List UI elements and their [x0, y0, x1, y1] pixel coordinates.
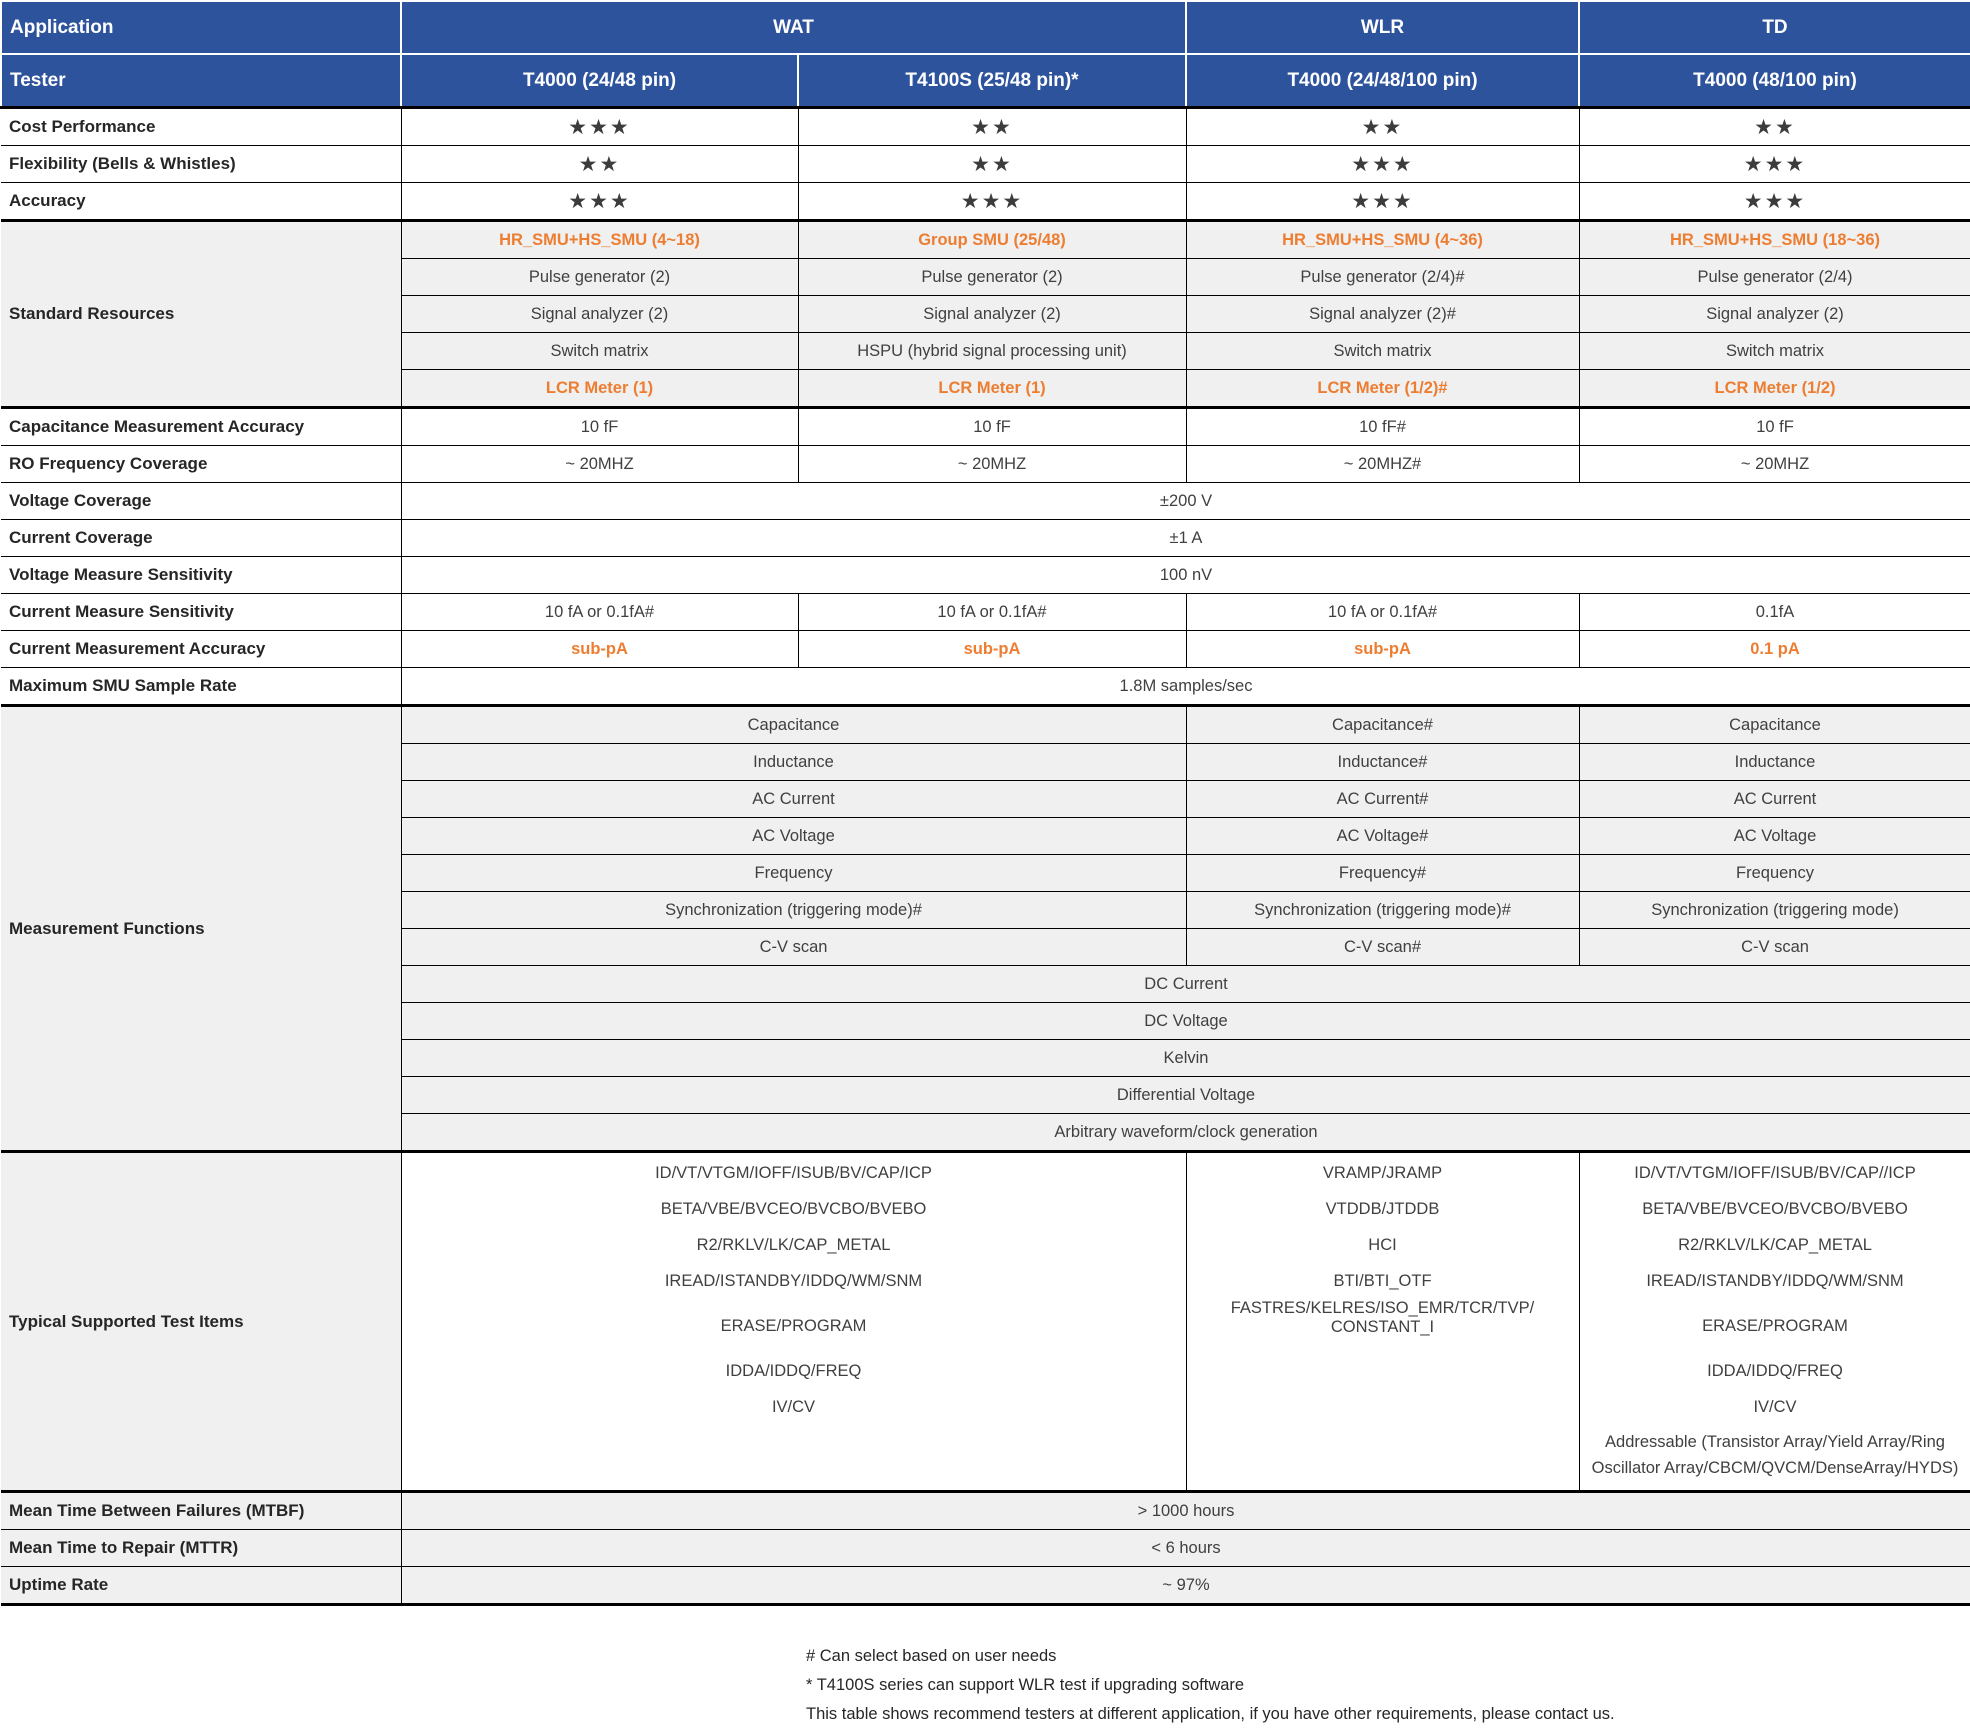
function-cell: Inductance [401, 744, 1186, 781]
resource-cell: Signal analyzer (2) [401, 296, 798, 333]
function-cell: Synchronization (triggering mode) [1579, 892, 1970, 929]
rating-stars: ★★★ [798, 183, 1186, 221]
row-label-current-measurement-accuracy: Current Measurement Accuracy [1, 631, 401, 668]
tester-header-wat-t4100s: T4100S (25/48 pin)* [798, 54, 1186, 108]
resource-cell: Pulse generator (2) [798, 259, 1186, 296]
test-item: FASTRES/KELRES/ISO_EMR/TCR/TVP/ CONSTANT_I [1230, 1299, 1535, 1336]
function-cell: AC Current# [1186, 781, 1579, 818]
spec-cell: 0.1fA [1579, 594, 1970, 631]
row-label-test-items: Typical Supported Test Items [1, 1152, 401, 1492]
row-voltage-sensitivity [1, 557, 1970, 594]
footnotes [806, 1642, 1970, 1729]
spec-cell: sub-pA [798, 631, 1186, 668]
resource-cell: Signal analyzer (2)# [1186, 296, 1579, 333]
test-item: R2/RKLV/LK/CAP_METAL [696, 1235, 891, 1254]
function-cell: AC Current [1579, 781, 1970, 818]
row-standard-resources-smu [1, 221, 1970, 259]
resource-cell: LCR Meter (1/2)# [1186, 370, 1579, 408]
function-cell: Inductance# [1186, 744, 1579, 781]
application-header-label: Application [1, 1, 401, 54]
test-items-wat-cell [401, 1152, 1186, 1492]
footnote-contact: This table shows recommend testers at different application, if you have other requirements, please contact us. [806, 1705, 1615, 1723]
function-cell: AC Current [401, 781, 1186, 818]
row-label-smu-sample-rate: Maximum SMU Sample Rate [1, 668, 401, 706]
test-item: IDDA/IDDQ/FREQ [725, 1361, 862, 1380]
spec-cell: ~ 20MHZ [1579, 446, 1970, 483]
row-label-standard-resources: Standard Resources [1, 221, 401, 408]
resource-cell: Switch matrix [1186, 333, 1579, 370]
row-label-voltage-sensitivity: Voltage Measure Sensitivity [1, 557, 401, 594]
row-ro-frequency [1, 446, 1970, 483]
row-label-flexibility: Flexibility (Bells & Whistles) [1, 146, 401, 183]
function-cell: C-V scan [401, 929, 1186, 966]
function-cell: Frequency# [1186, 855, 1579, 892]
resource-cell: HSPU (hybrid signal processing unit) [798, 333, 1186, 370]
resource-cell: Switch matrix [1579, 333, 1970, 370]
test-item: IV/CV [1753, 1397, 1797, 1416]
test-item: IREAD/ISTANDBY/IDDQ/WM/SNM [664, 1271, 923, 1290]
row-accuracy [1, 183, 1970, 221]
row-label-cost-performance: Cost Performance [1, 108, 401, 146]
test-item: ERASE/PROGRAM [720, 1316, 867, 1335]
test-items-td-cell [1579, 1152, 1970, 1492]
row-mf-capacitance [1, 706, 1970, 744]
row-current-measurement-accuracy [1, 631, 1970, 668]
row-label-uptime: Uptime Rate [1, 1567, 401, 1605]
group-header-wat: WAT [401, 1, 1186, 54]
row-current-sensitivity [1, 594, 1970, 631]
function-cell: Capacitance# [1186, 706, 1579, 744]
rating-stars: ★★★ [1186, 183, 1579, 221]
test-item: R2/RKLV/LK/CAP_METAL [1678, 1235, 1872, 1254]
reliability-value: ~ 97% [401, 1567, 1970, 1605]
footnote-t4100s-wlr: * T4100S series can support WLR test if upgrading software [806, 1676, 1245, 1694]
test-item: ID/VT/VTGM/IOFF/ISUB/BV/CAP/ICP [655, 1163, 932, 1182]
function-span-cell: Arbitrary waveform/clock generation [401, 1114, 1970, 1152]
function-span-cell: DC Current [401, 966, 1970, 1003]
function-cell: Capacitance [1579, 706, 1970, 744]
test-items-wlr-cell [1186, 1152, 1579, 1492]
row-mttr [1, 1530, 1970, 1567]
rating-stars: ★★★ [1186, 146, 1579, 183]
rating-stars: ★★★ [1579, 146, 1970, 183]
row-label-voltage-coverage: Voltage Coverage [1, 483, 401, 520]
resource-cell: Pulse generator (2) [401, 259, 798, 296]
resource-cell: LCR Meter (1) [798, 370, 1186, 408]
spec-cell: ~ 20MHZ [401, 446, 798, 483]
application-header-row [1, 1, 1970, 54]
spec-cell: 10 fF [1579, 408, 1970, 446]
spec-cell: ~ 20MHZ# [1186, 446, 1579, 483]
row-capacitance-accuracy [1, 408, 1970, 446]
spec-span-cell: 100 nV [401, 557, 1970, 594]
test-item: IV/CV [771, 1397, 816, 1416]
function-cell: Inductance [1579, 744, 1970, 781]
rating-stars: ★★ [1186, 108, 1579, 146]
row-label-ro-frequency: RO Frequency Coverage [1, 446, 401, 483]
rating-stars: ★★★ [1579, 183, 1970, 221]
resource-cell: HR_SMU+HS_SMU (18~36) [1579, 221, 1970, 259]
row-label-measurement-functions: Measurement Functions [1, 706, 401, 1152]
tester-header-td-t4000: T4000 (48/100 pin) [1579, 54, 1970, 108]
spec-cell: 10 fF [798, 408, 1186, 446]
group-header-td: TD [1579, 1, 1970, 54]
spec-cell: 10 fF# [1186, 408, 1579, 446]
test-item: BETA/VBE/BVCEO/BVCBO/BVEBO [660, 1199, 927, 1218]
spec-cell: ~ 20MHZ [798, 446, 1186, 483]
resource-cell: Group SMU (25/48) [798, 221, 1186, 259]
function-span-cell: Kelvin [401, 1040, 1970, 1077]
row-test-items [1, 1152, 1970, 1492]
row-current-coverage [1, 520, 1970, 557]
resource-cell: LCR Meter (1/2) [1579, 370, 1970, 408]
function-cell: AC Voltage# [1186, 818, 1579, 855]
function-cell: Frequency [401, 855, 1186, 892]
row-label-current-coverage: Current Coverage [1, 520, 401, 557]
function-cell: Capacitance [401, 706, 1186, 744]
row-label-current-sensitivity: Current Measure Sensitivity [1, 594, 401, 631]
test-item: BTI/BTI_OTF [1333, 1271, 1432, 1290]
spec-span-cell: 1.8M samples/sec [401, 668, 1970, 706]
function-span-cell: Differential Voltage [401, 1077, 1970, 1114]
spec-cell: sub-pA [1186, 631, 1579, 668]
group-header-wlr: WLR [1186, 1, 1579, 54]
function-cell: Synchronization (triggering mode)# [1186, 892, 1579, 929]
resource-cell: HR_SMU+HS_SMU (4~36) [1186, 221, 1579, 259]
rating-stars: ★★★ [401, 183, 798, 221]
tester-header-label: Tester [1, 54, 401, 108]
row-voltage-coverage [1, 483, 1970, 520]
reliability-value: < 6 hours [401, 1530, 1970, 1567]
rating-stars: ★★ [798, 108, 1186, 146]
spec-cell: 0.1 pA [1579, 631, 1970, 668]
test-item: IDDA/IDDQ/FREQ [1707, 1361, 1843, 1380]
row-label-mtbf: Mean Time Between Failures (MTBF) [1, 1492, 401, 1530]
row-mtbf [1, 1492, 1970, 1530]
rating-stars: ★★ [798, 146, 1186, 183]
rating-stars: ★★ [401, 146, 798, 183]
spec-cell: 10 fF [401, 408, 798, 446]
spec-cell: 10 fA or 0.1fA# [1186, 594, 1579, 631]
row-cost-performance [1, 108, 1970, 146]
function-cell: C-V scan# [1186, 929, 1579, 966]
spec-span-cell: ±200 V [401, 483, 1970, 520]
rating-stars: ★★ [1579, 108, 1970, 146]
row-label-capacitance-accuracy: Capacitance Measurement Accuracy [1, 408, 401, 446]
test-item: VRAMP/JRAMP [1322, 1163, 1443, 1182]
test-item: HCI [1368, 1235, 1397, 1254]
test-item: Addressable (Transistor Array/Yield Array/Ring Oscillator Array/CBCM/QVCM/DenseArray/HYDS) [1591, 1433, 1959, 1477]
function-span-cell: DC Voltage [401, 1003, 1970, 1040]
test-item: VTDDB/JTDDB [1325, 1199, 1440, 1218]
spec-cell: sub-pA [401, 631, 798, 668]
test-item: BETA/VBE/BVCEO/BVCBO/BVEBO [1642, 1199, 1908, 1218]
spec-cell: 10 fA or 0.1fA# [798, 594, 1186, 631]
reliability-value: > 1000 hours [401, 1492, 1970, 1530]
function-cell: AC Voltage [401, 818, 1186, 855]
function-cell: AC Voltage [1579, 818, 1970, 855]
rating-stars: ★★★ [401, 108, 798, 146]
row-flexibility [1, 146, 1970, 183]
test-item: ID/VT/VTGM/IOFF/ISUB/BV/CAP//ICP [1634, 1163, 1916, 1182]
resource-cell: Signal analyzer (2) [1579, 296, 1970, 333]
row-label-accuracy: Accuracy [1, 183, 401, 221]
function-cell: C-V scan [1579, 929, 1970, 966]
function-cell: Frequency [1579, 855, 1970, 892]
tester-header-wlr-t4000: T4000 (24/48/100 pin) [1186, 54, 1579, 108]
row-smu-sample-rate [1, 668, 1970, 706]
function-cell: Synchronization (triggering mode)# [401, 892, 1186, 929]
footnote-user-needs: # Can select based on user needs [806, 1647, 1057, 1665]
spec-span-cell: ±1 A [401, 520, 1970, 557]
resource-cell: Pulse generator (2/4)# [1186, 259, 1579, 296]
tester-header-row [1, 54, 1970, 108]
test-item: ERASE/PROGRAM [1702, 1316, 1848, 1335]
resource-cell: Signal analyzer (2) [798, 296, 1186, 333]
row-label-mttr: Mean Time to Repair (MTTR) [1, 1530, 401, 1567]
resource-cell: Switch matrix [401, 333, 798, 370]
resource-cell: Pulse generator (2/4) [1579, 259, 1970, 296]
resource-cell: HR_SMU+HS_SMU (4~18) [401, 221, 798, 259]
spec-cell: 10 fA or 0.1fA# [401, 594, 798, 631]
test-item: IREAD/ISTANDBY/IDDQ/WM/SNM [1646, 1271, 1904, 1290]
row-uptime [1, 1567, 1970, 1605]
resource-cell: LCR Meter (1) [401, 370, 798, 408]
tester-header-wat-t4000: T4000 (24/48 pin) [401, 54, 798, 108]
